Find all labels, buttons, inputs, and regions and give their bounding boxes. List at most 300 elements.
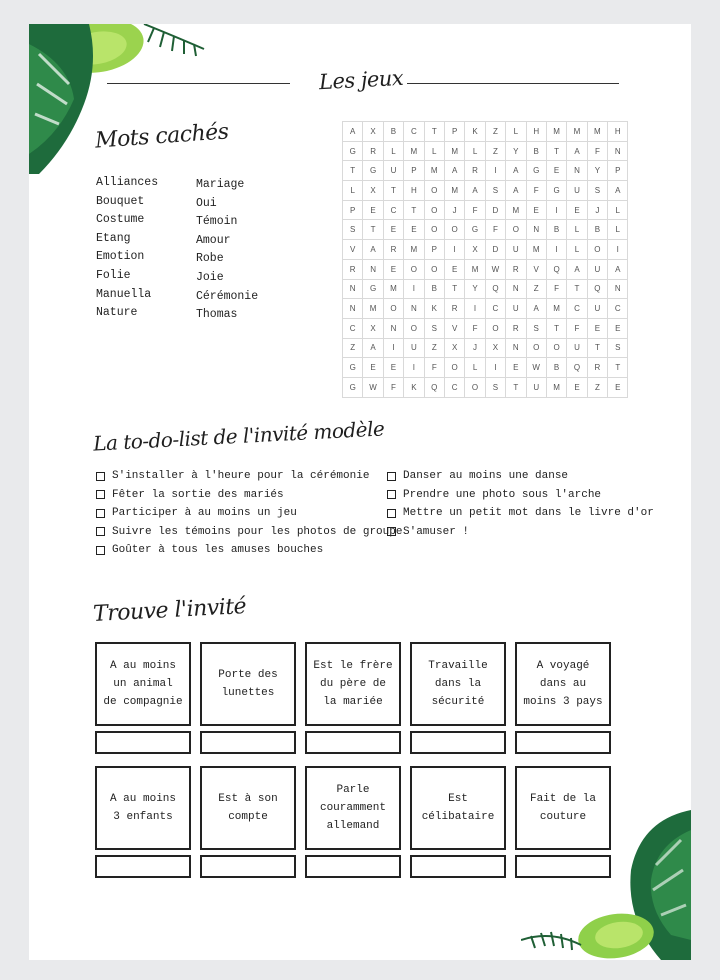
grid-cell: V (343, 240, 363, 260)
grid-cell: M (587, 122, 607, 142)
grid-cell: L (608, 200, 628, 220)
todo-item[interactable] (96, 541, 402, 560)
word-item: Amour (196, 233, 231, 247)
grid-cell: H (526, 122, 546, 142)
grid-cell: C (608, 299, 628, 319)
grid-cell: I (546, 200, 566, 220)
grid-cell: T (546, 141, 566, 161)
grid-cell: B (546, 358, 566, 378)
grid-cell: E (383, 358, 403, 378)
grid-cell: X (363, 122, 383, 142)
guest-card-text: Travaille dans la sécurité (428, 660, 488, 708)
grid-row (343, 240, 628, 260)
guest-card (95, 642, 191, 726)
grid-cell: B (383, 122, 403, 142)
grid-cell: A (567, 259, 587, 279)
card-column (200, 642, 296, 754)
todo-list-column-2 (387, 467, 654, 541)
grid-row (343, 200, 628, 220)
grid-cell: R (343, 259, 363, 279)
grid-cell: L (465, 358, 485, 378)
grid-cell: F (383, 377, 403, 397)
card-column (515, 766, 611, 878)
grid-cell: H (608, 122, 628, 142)
grid-cell: L (383, 141, 403, 161)
word-item: Emotion (96, 250, 145, 264)
grid-cell: G (526, 161, 546, 181)
todo-item[interactable] (96, 523, 402, 542)
grid-cell: Q (424, 377, 444, 397)
grid-cell: O (506, 220, 526, 240)
answer-box[interactable] (410, 855, 506, 878)
guest-card-text: Fait de la couture (529, 793, 596, 823)
grid-cell: N (567, 161, 587, 181)
grid-cell: X (363, 318, 383, 338)
grid-cell: M (546, 122, 566, 142)
grid-cell: I (608, 240, 628, 260)
grid-cell: N (343, 279, 363, 299)
grid-row (343, 161, 628, 181)
guest-card-text: A voyagé dans au moins 3 pays (523, 660, 603, 708)
grid-cell: P (608, 161, 628, 181)
grid-cell: O (424, 200, 444, 220)
page-title: Les jeux (318, 65, 404, 95)
grid-cell: N (608, 141, 628, 161)
grid-cell: A (608, 259, 628, 279)
todo-label: Suivre les témoins pour les photos de groupe (112, 525, 403, 538)
grid-cell: Q (587, 279, 607, 299)
grid-cell: U (506, 299, 526, 319)
card-column (95, 766, 191, 878)
word-item: Alliances (96, 176, 159, 189)
grid-cell: N (363, 259, 383, 279)
grid-cell: N (404, 299, 424, 319)
card-column (95, 642, 191, 754)
grid-cell: G (546, 181, 566, 201)
grid-cell: H (404, 181, 424, 201)
grid-cell: F (465, 318, 485, 338)
guest-card-text: Porte des lunettes (218, 669, 278, 699)
grid-cell: B (526, 141, 546, 161)
grid-cell: K (424, 299, 444, 319)
grid-cell: M (546, 377, 566, 397)
grid-cell: T (608, 358, 628, 378)
grid-cell: Z (526, 279, 546, 299)
grid-cell: S (608, 338, 628, 358)
card-column (200, 766, 296, 878)
grid-cell: P (424, 240, 444, 260)
grid-cell: J (465, 338, 485, 358)
grid-cell: C (444, 377, 464, 397)
guest-card (515, 642, 611, 726)
grid-cell: U (567, 338, 587, 358)
grid-cell: S (526, 318, 546, 338)
answer-box[interactable] (200, 855, 296, 878)
grid-cell: M (404, 141, 424, 161)
grid-cell: C (485, 299, 505, 319)
answer-box[interactable] (305, 855, 401, 878)
grid-cell: R (587, 358, 607, 378)
word-item: Témoin (196, 215, 238, 229)
grid-row (343, 259, 628, 279)
grid-cell: E (587, 318, 607, 338)
grid-cell: A (608, 181, 628, 201)
grid-cell: O (546, 338, 566, 358)
grid-cell: T (363, 220, 383, 240)
grid-cell: T (567, 279, 587, 299)
grid-cell: R (465, 161, 485, 181)
grid-row (343, 318, 628, 338)
answer-box[interactable] (95, 855, 191, 878)
grid-cell: E (608, 377, 628, 397)
grid-cell: A (363, 338, 383, 358)
checkbox-icon[interactable] (387, 490, 396, 499)
grid-cell: M (567, 122, 587, 142)
grid-cell: N (526, 220, 546, 240)
grid-cell: A (506, 181, 526, 201)
grid-cell: J (444, 200, 464, 220)
card-column (515, 642, 611, 754)
guest-card (410, 642, 506, 726)
title-divider-right (407, 83, 619, 84)
games-page (29, 24, 691, 960)
grid-cell: W (526, 358, 546, 378)
grid-cell: E (363, 200, 383, 220)
todo-item[interactable] (96, 504, 402, 523)
grid-cell: E (526, 200, 546, 220)
grid-cell: T (587, 338, 607, 358)
grid-cell: U (404, 338, 424, 358)
answer-box[interactable] (200, 731, 296, 754)
grid-cell: I (485, 358, 505, 378)
checkbox-icon[interactable] (96, 472, 105, 481)
grid-cell: D (485, 240, 505, 260)
grid-cell: K (404, 377, 424, 397)
mots-caches-title: Mots cachés (94, 119, 230, 154)
grid-cell: Q (546, 259, 566, 279)
word-item: Mariage (196, 178, 245, 191)
guest-card (200, 766, 296, 850)
grid-cell: M (424, 161, 444, 181)
answer-box[interactable] (515, 855, 611, 878)
todo-item[interactable] (387, 486, 654, 505)
grid-cell: A (444, 161, 464, 181)
grid-row (343, 181, 628, 201)
todo-label: Danser au moins une danse (403, 470, 569, 482)
grid-cell: N (343, 299, 363, 319)
grid-cell: J (587, 200, 607, 220)
grid-cell: G (363, 161, 383, 181)
grid-cell: S (343, 220, 363, 240)
grid-cell: A (506, 161, 526, 181)
word-search-grid (342, 121, 628, 398)
grid-cell: X (465, 240, 485, 260)
grid-cell: R (506, 318, 526, 338)
guest-card (515, 766, 611, 850)
title-divider-left (107, 83, 290, 84)
grid-cell: R (363, 141, 383, 161)
grid-cell: F (546, 279, 566, 299)
grid-cell: R (383, 240, 403, 260)
card-column (410, 766, 506, 878)
grid-cell: S (485, 181, 505, 201)
grid-cell: L (506, 122, 526, 142)
grid-cell: C (567, 299, 587, 319)
grid-cell: F (567, 318, 587, 338)
grid-cell: N (383, 318, 403, 338)
answer-box[interactable] (410, 731, 506, 754)
card-column (410, 642, 506, 754)
grid-cell: S (424, 318, 444, 338)
todo-label: Goûter à tous les amuses bouches (112, 544, 324, 556)
trouve-title: Trouve l'invité (92, 594, 247, 627)
todo-label: Prendre une photo sous l'arche (403, 488, 602, 501)
grid-cell: T (404, 200, 424, 220)
grid-cell: M (465, 259, 485, 279)
todo-item[interactable] (387, 467, 654, 486)
checkbox-icon[interactable] (96, 509, 105, 518)
todo-item[interactable] (96, 467, 402, 486)
grid-cell: O (526, 338, 546, 358)
todo-title: La to-do-list de l'invité modèle (92, 416, 385, 456)
word-item: Nature (96, 306, 138, 320)
grid-cell: E (567, 377, 587, 397)
grid-row (343, 358, 628, 378)
grid-cell: L (567, 220, 587, 240)
grid-cell: G (363, 279, 383, 299)
grid-cell: U (567, 181, 587, 201)
grid-cell: O (485, 318, 505, 338)
grid-cell: T (506, 377, 526, 397)
word-list-column-1 (96, 174, 158, 323)
checkbox-icon[interactable] (96, 490, 105, 499)
grid-cell: M (404, 240, 424, 260)
card-row-1 (95, 642, 611, 754)
grid-cell: C (383, 200, 403, 220)
grid-cell: S (587, 181, 607, 201)
grid-cell: V (444, 318, 464, 338)
card-column (305, 766, 401, 878)
grid-row (343, 338, 628, 358)
grid-cell: O (424, 220, 444, 240)
grid-cell: A (363, 240, 383, 260)
grid-cell: D (485, 200, 505, 220)
word-item: Oui (196, 196, 217, 210)
checkbox-icon[interactable] (387, 527, 396, 536)
grid-cell: M (546, 299, 566, 319)
answer-box[interactable] (305, 731, 401, 754)
grid-cell: E (546, 161, 566, 181)
grid-cell: G (343, 377, 363, 397)
grid-cell: T (343, 161, 363, 181)
card-column (305, 642, 401, 754)
grid-cell: U (587, 259, 607, 279)
grid-cell: T (444, 279, 464, 299)
grid-row (343, 122, 628, 142)
todo-item[interactable] (96, 486, 402, 505)
grid-cell: Q (485, 279, 505, 299)
grid-cell: X (485, 338, 505, 358)
word-item: Joie (196, 270, 224, 284)
grid-cell: A (567, 141, 587, 161)
grid-cell: Z (343, 338, 363, 358)
grid-cell: E (363, 358, 383, 378)
grid-cell: Y (465, 279, 485, 299)
grid-cell: E (567, 200, 587, 220)
grid-cell: C (404, 122, 424, 142)
grid-cell: R (506, 259, 526, 279)
grid-cell: A (526, 299, 546, 319)
grid-cell: K (465, 122, 485, 142)
grid-cell: E (444, 259, 464, 279)
todo-label: S'installer à l'heure pour la cérémonie (112, 470, 370, 482)
grid-cell: N (506, 279, 526, 299)
grid-cell: M (444, 141, 464, 161)
grid-cell: V (526, 259, 546, 279)
grid-cell: O (444, 358, 464, 378)
grid-cell: G (343, 141, 363, 161)
answer-box[interactable] (515, 731, 611, 754)
grid-cell: E (404, 220, 424, 240)
grid-cell: N (506, 338, 526, 358)
grid-cell: O (424, 259, 444, 279)
grid-cell: L (567, 240, 587, 260)
grid-cell: W (485, 259, 505, 279)
grid-cell: O (587, 240, 607, 260)
grid-cell: Z (424, 338, 444, 358)
grid-cell: X (444, 338, 464, 358)
grid-cell: O (465, 377, 485, 397)
grid-cell: M (444, 181, 464, 201)
grid-cell: U (506, 240, 526, 260)
grid-cell: P (343, 200, 363, 220)
grid-cell: I (404, 358, 424, 378)
answer-box[interactable] (95, 731, 191, 754)
grid-cell: P (444, 122, 464, 142)
todo-label: S'amuser ! (403, 525, 470, 538)
grid-cell: Q (567, 358, 587, 378)
grid-cell: M (506, 200, 526, 220)
grid-cell: F (485, 220, 505, 240)
grid-row (343, 299, 628, 319)
grid-row (343, 279, 628, 299)
guest-bingo-cards (95, 642, 611, 878)
grid-cell: P (404, 161, 424, 181)
guest-card-text: A au moins un animal de compagnie (103, 660, 183, 708)
guest-card (95, 766, 191, 850)
grid-cell: M (383, 279, 403, 299)
grid-cell: B (424, 279, 444, 299)
grid-cell: G (343, 358, 363, 378)
grid-cell: Z (485, 122, 505, 142)
word-item: Folie (96, 268, 131, 282)
grid-cell: T (424, 122, 444, 142)
grid-cell: U (587, 299, 607, 319)
todo-label: Mettre un petit mot dans le livre d'or (403, 507, 654, 519)
guest-card-text: Parle couramment allemand (319, 784, 386, 832)
grid-cell: Y (587, 161, 607, 181)
grid-cell: U (383, 161, 403, 181)
grid-cell: U (526, 377, 546, 397)
grid-cell: I (485, 161, 505, 181)
grid-cell: G (465, 220, 485, 240)
word-item: Cérémonie (196, 289, 259, 303)
grid-cell: F (424, 358, 444, 378)
guest-card-text: Est le frère du père de la mariée (313, 660, 393, 708)
grid-cell: I (444, 240, 464, 260)
word-item: Manuella (96, 287, 152, 301)
grid-cell: O (424, 181, 444, 201)
grid-cell: C (343, 318, 363, 338)
grid-cell: E (383, 259, 403, 279)
checkbox-icon[interactable] (96, 546, 105, 555)
word-list-column-2 (196, 176, 258, 325)
grid-cell: N (608, 279, 628, 299)
grid-row (343, 377, 628, 397)
word-item: Bouquet (96, 194, 145, 208)
grid-cell: A (343, 122, 363, 142)
grid-cell: L (465, 141, 485, 161)
grid-cell: I (465, 299, 485, 319)
grid-cell: S (485, 377, 505, 397)
grid-cell: F (587, 141, 607, 161)
word-item: Robe (196, 252, 224, 266)
todo-item[interactable] (387, 523, 654, 542)
page-header (107, 65, 619, 108)
guest-card-text: Est célibataire (421, 793, 495, 823)
grid-cell: I (383, 338, 403, 358)
guest-card-text: Est à son compte (218, 793, 278, 823)
grid-cell: F (465, 200, 485, 220)
grid-cell: O (383, 299, 403, 319)
word-item: Etang (96, 231, 131, 245)
grid-cell: A (465, 181, 485, 201)
grid-cell: O (404, 318, 424, 338)
guest-card (305, 642, 401, 726)
guest-card (410, 766, 506, 850)
checkbox-icon[interactable] (387, 509, 396, 518)
grid-cell: T (383, 181, 403, 201)
grid-cell: O (444, 220, 464, 240)
grid-cell: L (343, 181, 363, 201)
grid-cell: M (363, 299, 383, 319)
grid-cell: M (526, 240, 546, 260)
word-item: Costume (96, 213, 145, 227)
checkbox-icon[interactable] (96, 527, 105, 536)
grid-cell: E (383, 220, 403, 240)
grid-cell: I (404, 279, 424, 299)
word-item: Thomas (196, 308, 238, 322)
checkbox-icon[interactable] (387, 472, 396, 481)
grid-cell: I (546, 240, 566, 260)
grid-row (343, 220, 628, 240)
todo-label: Fêter la sortie des mariés (112, 488, 284, 501)
card-row-2 (95, 766, 611, 878)
grid-cell: O (404, 259, 424, 279)
todo-list-column-1 (96, 467, 402, 560)
grid-cell: B (587, 220, 607, 240)
grid-cell: T (546, 318, 566, 338)
todo-label: Participer à au moins un jeu (112, 507, 297, 519)
grid-row (343, 141, 628, 161)
grid-cell: R (444, 299, 464, 319)
grid-cell: L (608, 220, 628, 240)
grid-cell: E (506, 358, 526, 378)
guest-card (305, 766, 401, 850)
grid-cell: Z (485, 141, 505, 161)
grid-cell: Y (506, 141, 526, 161)
todo-item[interactable] (387, 504, 654, 523)
